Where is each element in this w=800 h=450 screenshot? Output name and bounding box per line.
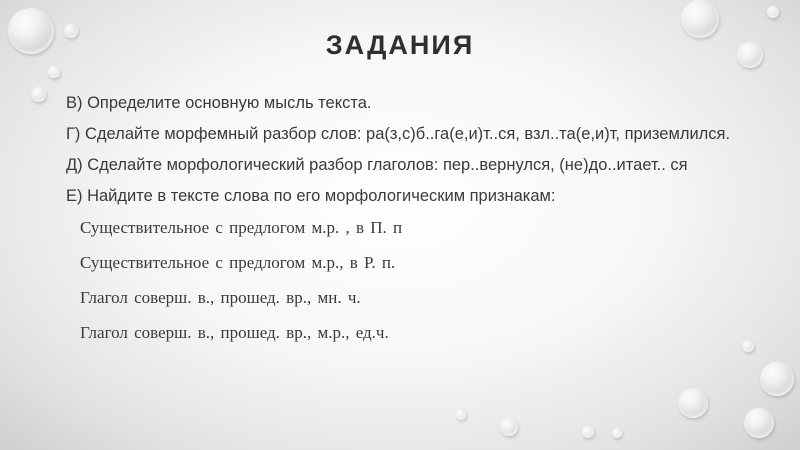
water-drop-decoration — [500, 418, 518, 436]
task-item: Е) Найдите в тексте слова по его морфологическим признакам: — [66, 187, 556, 205]
water-drop-decoration — [48, 66, 60, 78]
task-item: Д) Сделайте морфологический разбор глаголов: пер..вернулся, (не)до..итает.. ся — [66, 156, 688, 174]
water-drop-decoration — [760, 362, 794, 396]
sub-task-item: Глагол соверш. в., прошед. вр., м.р., ед.ч. — [80, 323, 389, 342]
sub-task-item: Существительное с предлогом м.р., в Р. п. — [80, 253, 396, 272]
water-drop-decoration — [31, 87, 46, 102]
water-drop-decoration — [612, 428, 622, 438]
water-drop-decoration — [582, 426, 594, 438]
water-drop-decoration — [456, 410, 466, 420]
slide-title: ЗАДАНИЯ — [325, 30, 475, 60]
water-drop-decoration — [742, 340, 754, 352]
water-drop-decoration — [744, 408, 774, 438]
task-item: Г) Сделайте морфемный разбор слов: ра(з,с)б..га(е,и)т..ся, взл..та(е,и)т, приземлился. — [66, 125, 731, 143]
slide-content — [66, 92, 736, 356]
task-item: В) Определите основную мысль текста. — [66, 94, 372, 112]
water-drop-decoration — [678, 388, 708, 418]
sub-task-item: Глагол соверш. в., прошед. вр., мн. ч. — [80, 288, 361, 307]
water-drop-decoration — [767, 6, 779, 18]
sub-task-item: Существительное с предлогом м.р. , в П. п — [80, 218, 403, 237]
